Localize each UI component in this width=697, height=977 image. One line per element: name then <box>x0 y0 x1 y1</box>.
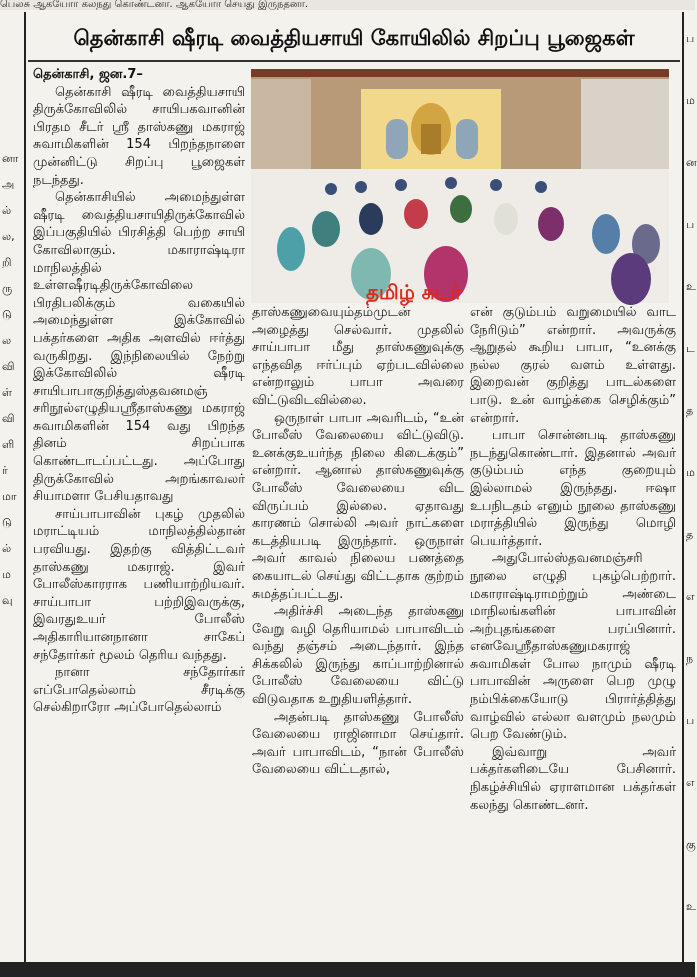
neighbor-text-fragment: ல <box>2 334 12 347</box>
neighbor-text-fragment: ல் <box>2 542 12 555</box>
article-column-1 <box>33 66 245 717</box>
neighbor-text-fragment: ல, <box>2 230 15 243</box>
neighbor-text-fragment: உ <box>686 900 696 913</box>
neighbor-text-fragment: ப <box>686 32 695 45</box>
neighbor-text-fragment: ம <box>2 568 11 581</box>
article-column-3 <box>470 304 676 814</box>
neighbor-text-fragment: எ <box>686 590 695 603</box>
paragraph: தாஸ்கணுவையும்தம்முடன் அழைத்து செல்வார். முதலில் சாய்பாபா மீது தாஸ்கணுவுக்கு எந்தவித ஈர்ப்பும் ஏற்படவில்லை என்றாலும் பாபா அவரை விட்டுவிடவில்லை. <box>252 305 464 408</box>
article-headline: தென்காசி ஷீரடி வைத்தியசாயி கோயிலில் சிறப்பு பூஜைகள் <box>73 26 635 50</box>
article-column-2 <box>252 304 464 779</box>
neighbor-text-fragment: ன <box>686 156 697 169</box>
left-neighbor-column <box>0 12 26 967</box>
right-neighbor-column <box>682 12 697 967</box>
neighbor-text-fragment: ட <box>686 342 695 355</box>
neighbor-text-fragment: கு <box>686 838 696 851</box>
publication-watermark: தமிழ் சுடர் <box>366 280 462 304</box>
neighbor-text-fragment: எ <box>686 776 695 789</box>
paragraph: அதன்படி தாஸ்கணு போலீஸ் வேலையை ராஜினாமா செய்தார். அவர் பாபாவிடம், “நான் போலீஸ் வேலையை விட்டதால், <box>252 709 464 778</box>
neighbor-text-fragment: ல் <box>2 204 12 217</box>
neighbor-text-fragment: டு <box>2 516 12 529</box>
neighbor-text-fragment: றி <box>2 256 12 269</box>
paragraph: ஒருநாள் பாபா அவரிடம், “உன் போலீஸ் வேலையை விட்டுவிடு. உனக்குஉயர்ந்த நிலை கிடைக்கும்” என்றார். ஆனால் தாஸ்கணுவுக்கு போலீஸ் வேலையை விட விருப்பம் இல்லை. ஏதாவது காரணம் சொல்லி அவர் நாட்களை கடத்தியபடி இருந்தார். ஒருநாள் அவர் காவல் நிலைய பணத்தை கையாடல் செய்து விட்டதாக குற்றம் சுமத்தப்பட்டது. <box>252 410 464 602</box>
neighbor-text-fragment: ர் <box>2 464 8 477</box>
neighbor-text-fragment: த <box>686 528 694 541</box>
previous-article-strip: பெலசு ஆகயோா கலநது கொண்டனா. ஆகயோா செயது இருநதனா. <box>0 0 695 10</box>
neighbor-text-fragment: ளி <box>2 438 15 451</box>
neighbor-text-fragment: வி <box>2 360 15 373</box>
neighbor-text-fragment: வி <box>2 412 15 425</box>
neighbor-text-fragment: ந <box>686 652 694 665</box>
neighbor-text-fragment: ப <box>686 714 695 727</box>
neighbor-text-fragment: உ <box>686 280 696 293</box>
neighbor-text-fragment: ம <box>686 94 695 107</box>
paragraph: தென்காசி ஷீரடி வைத்தியசாயி திருக்கோவிலில் சாயிபகவானின் பிரதம சீடர் ஸ்ரீ தாஸ்கணு மகராஜ் சுவாமிகளின் 154 பிறந்தநாளை முன்னிட்டு சிறப்பு பூஜைகள் நடந்தது. <box>33 84 245 188</box>
dateline: தென்காசி, ஜன.7– <box>33 67 143 82</box>
paragraph: அதிர்ச்சி அடைந்த தாஸ்கணு வேறு வழி தெரியாமல் பாபாவிடம் வந்து தஞ்சம் அடைந்தார். இந்த சிக்கலில் இருந்து காப்பாற்றினால் போலீஸ் வேலையை விட்டு விடுவதாக உறுதியளித்தார். <box>252 604 464 708</box>
neighbor-text-fragment: த <box>686 404 694 417</box>
page-bottom-bar <box>0 962 695 977</box>
neighbor-text-fragment: ப <box>686 218 695 231</box>
headline-divider <box>28 60 680 62</box>
paragraph: சாய்பாபாவின் புகழ் முதலில் மராட்டியம் மாநிலத்தில்தான் பரவியது. இதற்கு வித்திட்டவர் தாஸ்கணு மகராஜ். இவர் போலீஸ்காரராக பணியாற்றியவர். சாய்பாபா பற்றிஇவருக்கு, இவரதுஉயர் போலீஸ் அதிகாரியானநானா சாகேப் சந்தோர்கர் மூலம் தெரிய வந்தது. <box>33 506 245 663</box>
paragraph: இவ்வாறு அவர் பக்தர்களிடையே பேசினார். நிகழ்ச்சியில் ஏராளமான பக்தர்கள் கலந்து கொண்டனர். <box>470 744 676 813</box>
paragraph: அதுபோல்ஸ்தவனமஞ்சரி நூலை எழுதி புகழ்பெற்றார். மகாராஷ்டிராமற்றும் அண்டை மாநிலங்களின் பாபாவின் அற்புதங்களை பரப்பினார். எனவேஸ்ரீதாஸ்கணுமகராஜ் சுவாமிகள் போல நாமும் ஷீரடி பாபாவின் அருளை பெற முழு நம்பிக்கையோடு பிரார்த்தித்து வாழ்வில் எல்லா வளமும் நலமும் பெற வேண்டும். <box>470 551 676 743</box>
paragraph: என் குடும்பம் வறுமையில் வாட நேரிடும்” என்றார். அவருக்கு ஆறுதல் கூறிய பாபா, “உனக்கு நல்ல குரல் வளம் உள்ளது. இறைவன் குறித்து பாடல்களை பாடு. உன் வாழ்க்கை செழிக்கும்” என்றார். <box>470 305 676 426</box>
temple-photo <box>251 69 669 303</box>
neighbor-text-fragment: ம <box>686 466 695 479</box>
temple-interior-image <box>251 69 669 303</box>
neighbor-text-fragment: னா <box>2 152 19 165</box>
paragraph: நானா சந்தோர்கர் எப்போதெல்லாம் சீரடிக்கு செல்கிறாரோ அப்போதெல்லாம் <box>33 665 245 716</box>
neighbor-text-fragment: ரு <box>2 282 13 295</box>
neighbor-text-fragment: அ <box>2 178 15 191</box>
paragraph: தென்காசியில் அமைந்துள்ள ஷீரடி வைத்தியசாயிதிருக்கோவில் இப்பகுதியில் பிரசித்தி பெற்ற சாயி கோவிலாகும். மகாராஷ்டிரா மாநிலத்தில் உள்ளஷீரடிதிருக்கோவிலை பிரதிபலிக்கும் வகையில் அமைந்துள்ள இக்கோவில் பக்தர்களை அதிக அளவில் ஈர்த்து வருகிறது. இந்நிலையில் நேற்று இக்கோவிலில் ஷீரடி சாயிபாபாகுறித்துஸ்தவனமஞ் சரிநூல்எழுதியஸ்ரீதாஸ்கணு மகராஜ் சுவாமிகளின் 154 வது பிறந்த தினம் சிறப்பாக கொண்டாடப்பட்டது. அப்போது திருக்கோவில் அறங்காவலர் சியாமளா பேசியதாவது <box>33 190 245 505</box>
neighbor-text-fragment: மா <box>2 490 17 503</box>
neighbor-text-fragment: வு <box>2 594 13 607</box>
neighbor-text-fragment: டு <box>2 308 12 321</box>
paragraph: பாபா சொன்னபடி தாஸ்கணு நடந்துகொண்டார். இதனால் அவர் குடும்பம் எந்த குறையும் இல்லாமல் இருந்தது. ஈஷா உபநிடதம் எனும் நூலை தாஸ்கணு மராத்தியில் இருந்து மொழி பெயர்த்தார். <box>470 428 676 549</box>
neighbor-text-fragment: ள் <box>2 386 12 399</box>
